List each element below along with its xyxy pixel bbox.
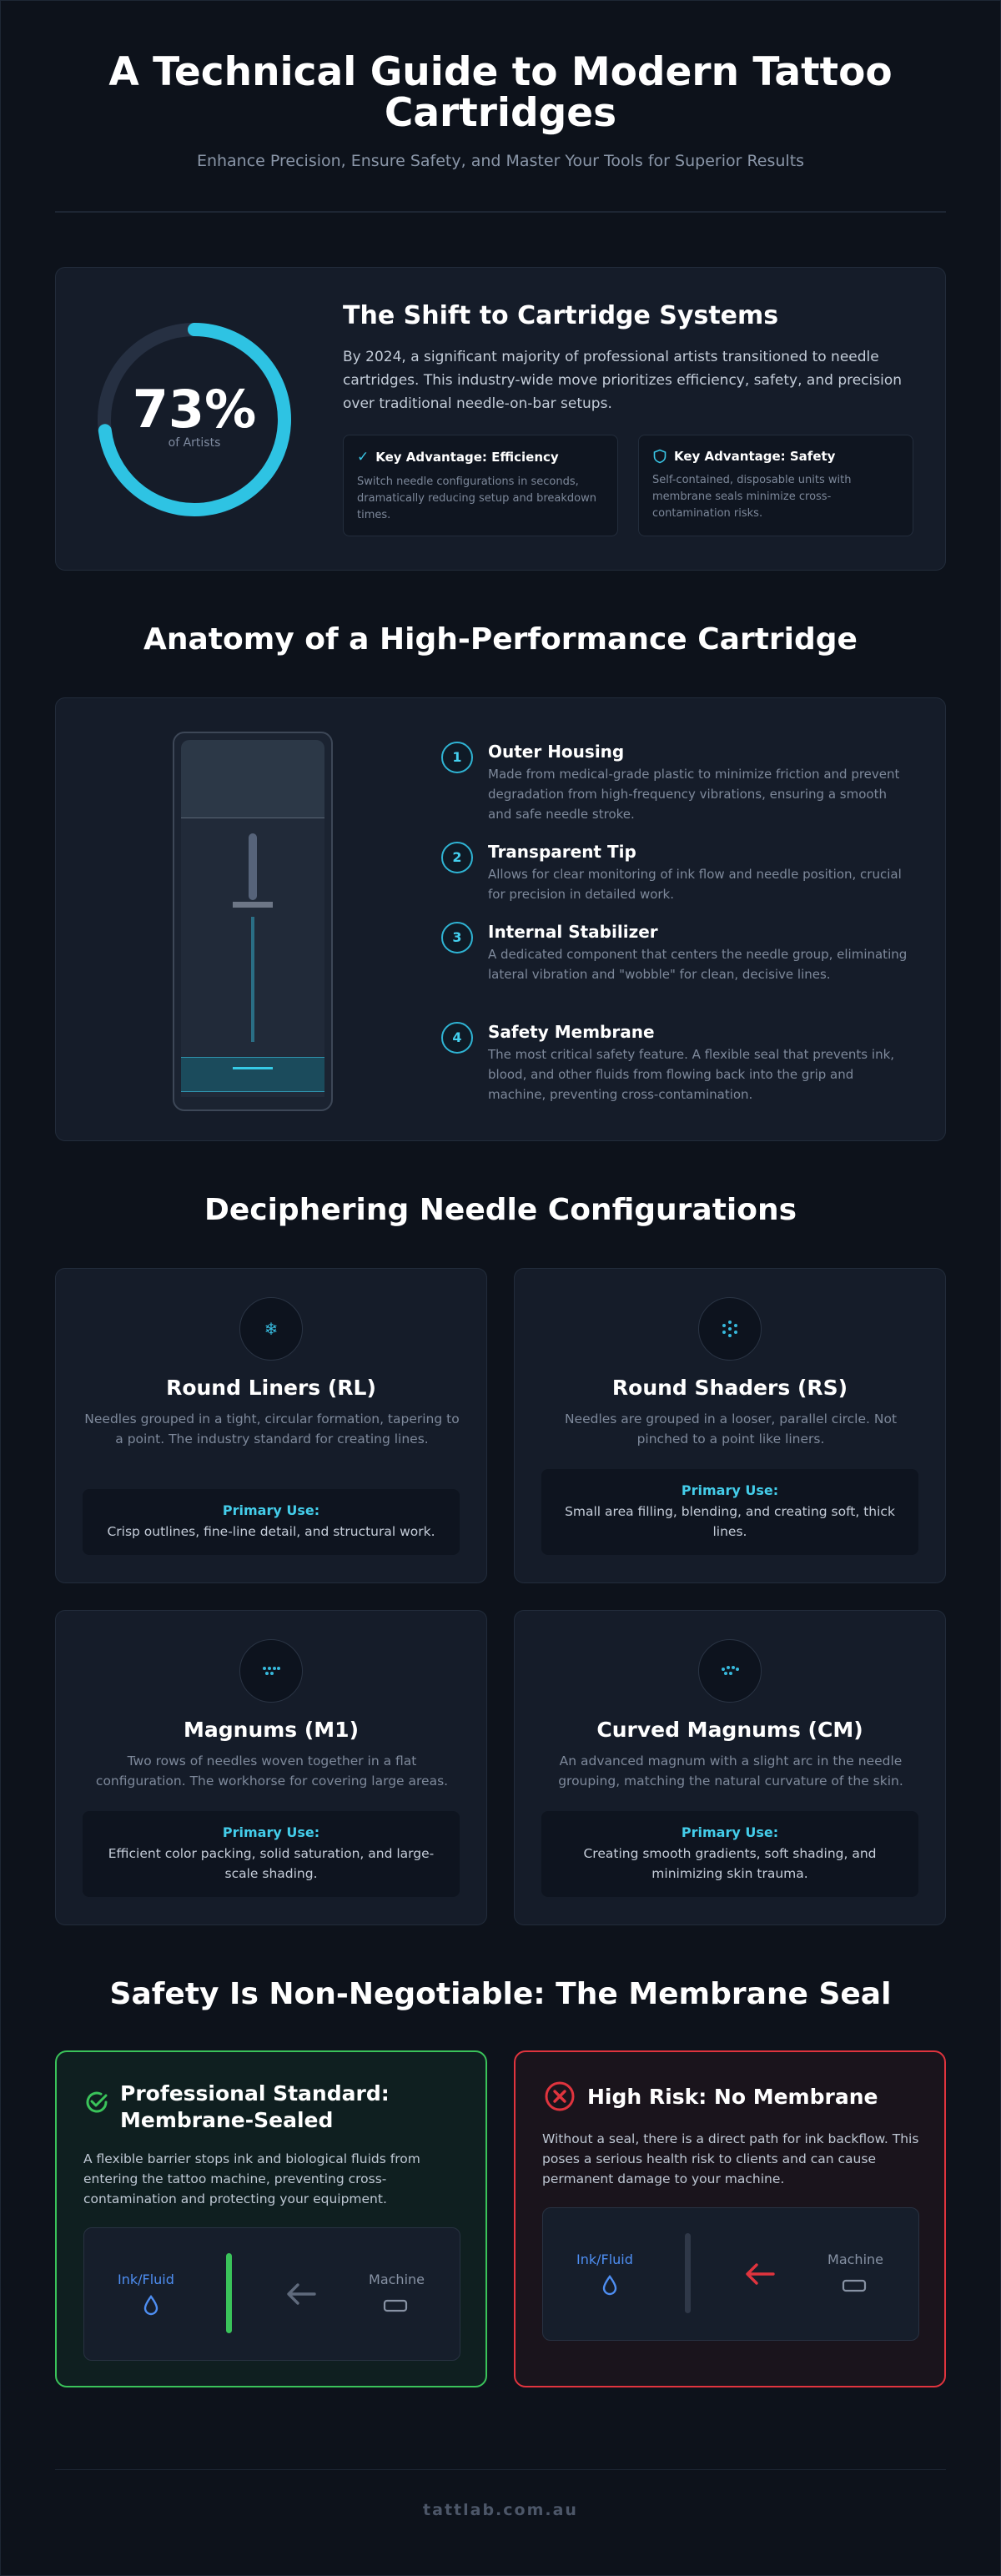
config-description: An advanced magnum with a slight arc in the needle grouping, matching the natural curvature of the skin. [558, 1753, 903, 1789]
primary-use-text: Creating smooth gradients, soft shading, and minimizing skin trauma. [583, 1846, 877, 1881]
droplet-icon [601, 2275, 618, 2297]
part-title: Transparent Tip [488, 842, 636, 862]
part-description: Made from medical-grade plastic to minimize friction and prevent degradation from high-frequency vibrations, ensuring a smooth and safe needle stroke. [488, 767, 900, 822]
anatomy-part [441, 742, 908, 824]
primary-use-label: Primary Use: [222, 1824, 320, 1840]
dot-rows-curved-icon [698, 1639, 762, 1703]
membrane-sealed-card [55, 2050, 487, 2387]
advantage-card-efficiency [343, 435, 618, 536]
config-card-round-liners [55, 1268, 487, 1583]
safe-card-header [85, 2080, 420, 2134]
config-description: Two rows of needles woven together in a flat configuration. The workhorse for covering large areas. [95, 1753, 449, 1789]
x-circle-icon [544, 2080, 576, 2112]
cartridge-needle-bar [233, 902, 273, 908]
cartridge-stabilizer [249, 833, 257, 900]
advantage-body: Self-contained, disposable units with membrane seals minimize cross-contamination risks. [652, 474, 852, 520]
ink-flow-diagram-blocked [83, 2227, 460, 2361]
config-description: Needles are grouped in a looser, parallel circle. Not pinched to a point like liners. [564, 1411, 898, 1446]
machine-icon [383, 2298, 408, 2313]
cartridge-needle [251, 917, 254, 1042]
safe-card-description: Without a seal, there is a direct path for ink backflow. This poses a serious health risk to clients and can cause permanent damage to your machine. [542, 2131, 919, 2186]
config-title: Curved Magnums (CM) [596, 1718, 863, 1742]
config-primary-use [83, 1811, 460, 1897]
config-card-curved-magnums [514, 1610, 946, 1925]
part-description: A dedicated component that centers the needle group, eliminating lateral vibration and "wobble" for clean, decisive lines. [488, 947, 908, 982]
shift-panel [55, 267, 946, 571]
shield-icon [652, 449, 667, 464]
droplet-icon [143, 2295, 159, 2317]
arrow-left-icon [284, 2280, 318, 2308]
no-membrane-card [514, 2050, 946, 2387]
part-title: Internal Stabilizer [488, 922, 658, 942]
configs-section-title: Deciphering Needle Configurations [204, 1193, 797, 1227]
membrane-barrier [226, 2253, 232, 2333]
safe-card-title: High Risk: No Membrane [587, 2085, 878, 2109]
ink-fluid-label: Ink/Fluid [118, 2272, 174, 2287]
advantage-body: Switch needle configurations in seconds, dramatically reducing setup and breakdown times. [357, 475, 596, 521]
check-circle-icon [85, 2090, 108, 2114]
anatomy-part [441, 842, 908, 904]
part-description: Allows for clear monitoring of ink flow and needle position, crucial for precision in detailed work. [488, 867, 902, 902]
cartridge-housing-top [181, 740, 324, 818]
safety-section-title: Safety Is Non-Negotiable: The Membrane Seal [109, 1977, 892, 2011]
cartridge-diagram [173, 732, 333, 1111]
header-divider [55, 211, 946, 213]
footer-divider [55, 2469, 946, 2470]
advantage-title [652, 449, 899, 464]
part-number-badge: 4 [441, 1022, 473, 1054]
anatomy-part [441, 922, 908, 984]
config-primary-use [541, 1811, 918, 1897]
primary-use-label: Primary Use: [681, 1824, 779, 1840]
safe-card-title: Professional Standard: Membrane-Sealed [120, 2081, 390, 2132]
footer-site-link[interactable]: tattlab.com.au [423, 2501, 578, 2519]
dot-circle-icon [698, 1297, 762, 1361]
config-title: Round Shaders (RS) [611, 1376, 848, 1400]
machine-label: Machine [827, 2251, 883, 2267]
page-title: A Technical Guide to Modern Tattoo Cartridges [108, 49, 893, 136]
ink-fluid-label: Ink/Fluid [576, 2251, 633, 2267]
config-title: Magnums (M1) [184, 1718, 359, 1742]
safe-card-description: A flexible barrier stops ink and biological fluids from entering the tattoo machine, preventing cross-contamination and protecting your equipment. [83, 2151, 420, 2206]
dot-rows-icon [239, 1639, 303, 1703]
safe-card-header [544, 2080, 878, 2112]
check-icon: ✓ [357, 449, 370, 465]
primary-use-label: Primary Use: [222, 1502, 320, 1518]
cartridge-needle-tip [233, 1067, 273, 1069]
primary-use-label: Primary Use: [681, 1482, 779, 1498]
shift-title: The Shift to Cartridge Systems [343, 301, 779, 330]
primary-use-text: Small area filling, blending, and creating soft, thick lines. [565, 1504, 895, 1539]
page-subtitle: Enhance Precision, Ensure Safety, and Master Your Tools for Superior Results [196, 152, 805, 170]
ink-flow-diagram-backflow [542, 2207, 919, 2341]
part-number-badge: 1 [441, 742, 473, 773]
arrow-left-icon [743, 2260, 777, 2288]
part-title: Safety Membrane [488, 1022, 655, 1042]
machine-icon [842, 2278, 867, 2293]
advantage-title-text: Key Advantage: Efficiency [375, 450, 559, 465]
config-primary-use [83, 1489, 460, 1555]
missing-barrier [685, 2233, 691, 2313]
advantage-card-safety [638, 435, 913, 536]
primary-use-text: Efficient color packing, solid saturation, and large-scale shading. [108, 1846, 435, 1881]
config-primary-use [541, 1469, 918, 1555]
part-number-badge: 2 [441, 842, 473, 873]
part-description: The most critical safety feature. A flexible seal that prevents ink, blood, and other fluids from flowing back into the grip and machine, preventing cross-contamination. [488, 1047, 895, 1102]
advantage-title-text: Key Advantage: Safety [674, 449, 836, 464]
anatomy-section-title: Anatomy of a High-Performance Cartridge [143, 622, 858, 657]
stat-value: 73% [132, 379, 257, 440]
config-card-round-shaders [514, 1268, 946, 1583]
advantage-title [357, 449, 604, 465]
config-title: Round Liners (RL) [166, 1376, 376, 1400]
config-description: Needles grouped in a tight, circular formation, tapering to a point. The industry standard for creating lines. [84, 1411, 460, 1446]
cartridge-membrane [181, 1057, 324, 1092]
anatomy-panel [55, 697, 946, 1141]
anatomy-part [441, 1022, 908, 1104]
machine-label: Machine [369, 2272, 425, 2287]
stat-caption: of Artists [168, 436, 221, 450]
page-header [55, 49, 946, 170]
primary-use-text: Crisp outlines, fine-line detail, and structural work. [107, 1524, 435, 1539]
part-title: Outer Housing [488, 742, 625, 762]
snowflake-icon: ❄ [239, 1297, 303, 1361]
config-card-magnums [55, 1610, 487, 1925]
part-number-badge: 3 [441, 922, 473, 953]
shift-body: By 2024, a significant majority of professional artists transitioned to needle cartridges. This industry-wide move prioritizes efficiency, safety, and precision over traditional needle-on-bar setups. [343, 349, 903, 412]
